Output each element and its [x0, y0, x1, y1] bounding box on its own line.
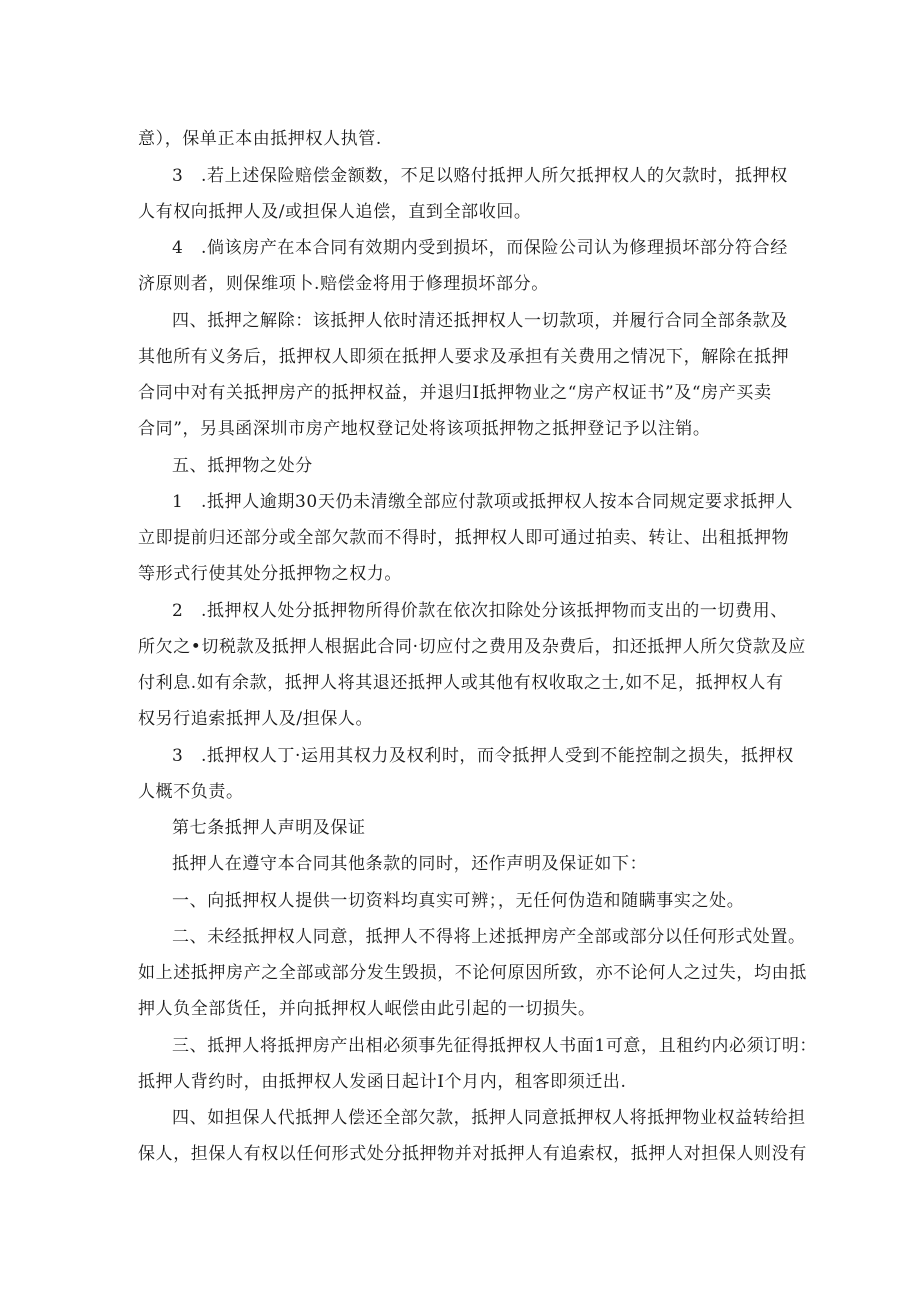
paragraph-line: 济原则者，则保维项卜.赔偿金将用于修理损坏部分。	[138, 274, 549, 294]
paragraph-line: 权另行追索抵押人及/担保人。	[138, 709, 374, 729]
paragraph-line: 抵押人背约时，由抵押权人发函日起计I个月内，租客即须迁出.	[138, 1072, 627, 1092]
paragraph-line: 合同中对有关抵押房产的抵押权益，并退归I抵押物业之“房产权证书”及“房产买卖	[138, 383, 772, 403]
paragraph-line: 四、抵押之解除：该抵押人依时清还抵押权人一切款项，并履行合同全部条款及	[172, 311, 788, 331]
paragraph-line: 四、如担保人代抵押人偿还全部欠款，抵押人同意抵押权人将抵押物业权益转给担	[172, 1108, 806, 1128]
paragraph-line: 3 .抵押权人丁·运用其权力及权利时，而令抵押人受到不能控制之损失，抵押权	[172, 746, 794, 766]
paragraph-line: 所欠之•切税款及抵押人根据此合同·切应付之费用及杂费后，扣还抵押人所欠贷款及应	[138, 637, 806, 657]
paragraph-line: 如上述抵押房产之全部或部分发生毁损，不论何原因所致，亦不论何人之过失，均由抵	[138, 963, 807, 983]
paragraph-line: 押人负全部货任，并向抵押权人岷偿由此引起的一切损失。	[138, 999, 596, 1019]
paragraph-line: 二、未经抵押权人同意，抵押人不得将上述抵押房产全部或部分以任何形式处置。	[172, 927, 806, 947]
paragraph-line: 三、抵押人将抵押房产出相必须事先征得抵押权人书面1可意，且租约内必须订明：	[172, 1036, 818, 1056]
paragraph-line: 4 .倘该房产在本合同有效期内受到损坏，而保险公司认为修理损坏部分符合经	[172, 238, 788, 258]
section-heading: 五、抵押物之处分	[172, 456, 313, 476]
paragraph-line: 1 .抵押人逾期30天仍未清缴全部应付款项或抵押权人按本合同规定要求抵押人	[172, 492, 794, 512]
paragraph-line: 3 .若上述保险赔偿金额数，不足以赂付抵押人所欠抵押权人的欠款时，抵押权	[172, 166, 788, 186]
paragraph-line: 抵押人在遵守本合同其他条款的同时，还作声明及保证如下：	[172, 854, 648, 874]
paragraph-line: 人概不负责。	[138, 782, 244, 802]
paragraph-line: 等形式行使其处分抵押物之权力。	[138, 564, 402, 584]
paragraph-line: 2 .抵押权人处分抵押物所得价款在依次扣除处分该抵押物而支出的一切费用、	[172, 601, 788, 621]
paragraph-line: 意），保单正本由抵押权人执管.	[138, 129, 382, 149]
paragraph-line: 立即提前归还部分或全部欠款而不得时，抵押权人即可通过拍卖、转让、出租抵押物	[138, 528, 790, 548]
paragraph-line: 其他所有义务后，抵押权人即须在抵押人要求及承担有关费用之情况下，解除在抵押	[138, 347, 790, 367]
paragraph-line: 合同”，另具函深圳市房产地权登记处将该项抵押物之抵押登记予以注销。	[138, 419, 711, 439]
paragraph-line: 保人，担保人有权以任何形式处分抵押物并对抵押人有追索权，抵押人对担保人则没有	[138, 1144, 807, 1164]
paragraph-line: 人有权向抵押人及/或担保人追偿，直到全部收回。	[138, 202, 532, 222]
paragraph-line: 一、向抵押权人提供一切资料均真实可辨；，无任何伪造和随瞒事实之处。	[172, 891, 745, 911]
paragraph-line: 付利息.如有余款，抵押人将其退还抵押人或其他有权收取之士,如不足，抵押权人有	[138, 673, 784, 693]
article-heading: 第七条抵押人声明及保证	[172, 818, 366, 838]
